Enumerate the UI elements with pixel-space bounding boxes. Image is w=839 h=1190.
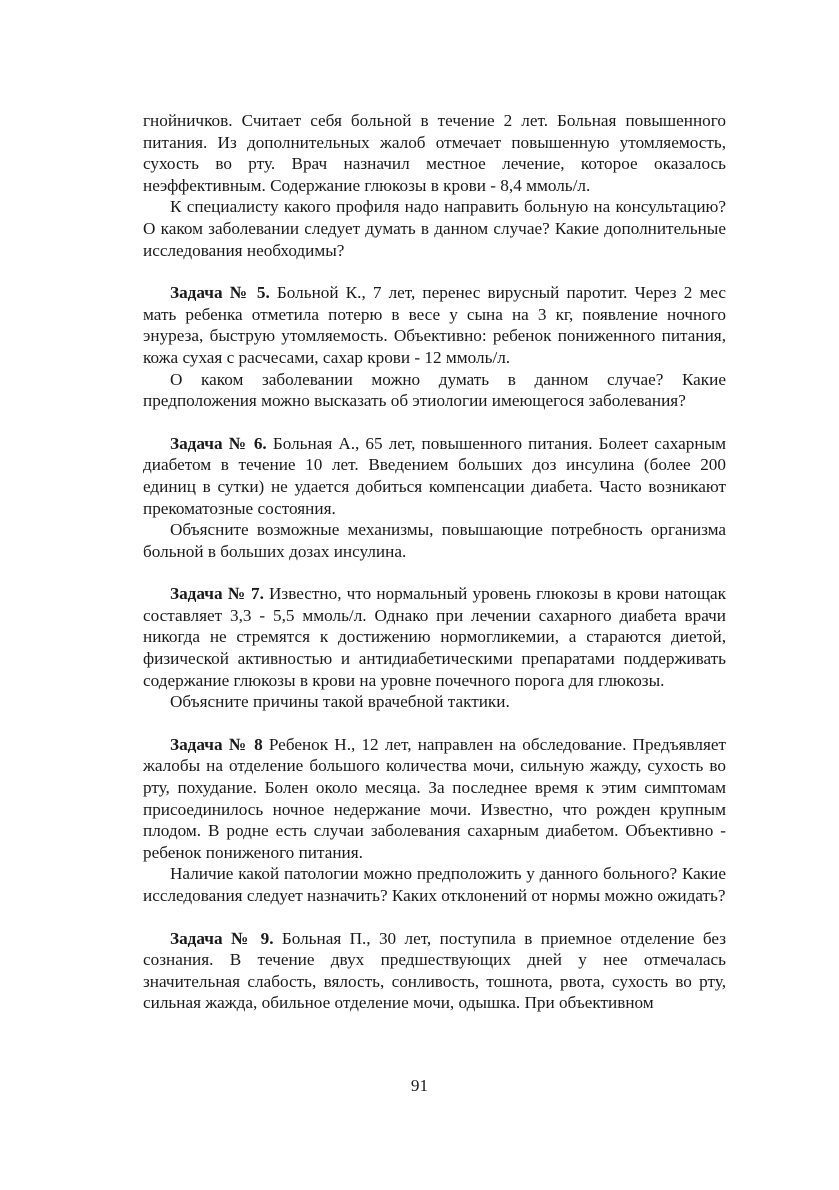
task-text: Больной К., 7 лет, перенес вирусный паротит. Через 2 мес мать ребенка отметила потерю в весе у сына на 3 кг, появление ночного энуреза, быструю утомляемость. Объективно: ребенок пониженного питания, кожа сухая с расчесами, сахар крови - 12 ммоль/л. xyxy=(143,283,727,367)
page-number: 91 xyxy=(410,1076,429,1095)
task-8 xyxy=(143,734,726,907)
task-question: О каком заболевании можно думать в данном случае? Какие предположения можно высказать об этиологии имеющегося заболевания? xyxy=(143,369,726,411)
intro-paragraph: гнойничков. Считает себя больной в течение 2 лет. Больная повышенного питания. Из дополнительных жалоб отмечает повышенную утомляемость, сухость во рту. Врач назначил местное лечение, которое оказалось неэффективным. Содержание глюкозы в крови - 8,4 ммоль/л. xyxy=(143,111,726,195)
task-text: Ребенок Н., 12 лет, направлен на обследование. Предъявляет жалобы на отделение большого количества мочи, сильную жажду, сухость во рту, похудание. Болен около месяца. За последнее время к этим симптомам присоединилось ночное недержание мочи. Известно, что рожден крупным плодом. В родне есть случаи заболевания сахарным диабетом. Объективно - ребенок пониженого питания. xyxy=(143,734,726,862)
task-6 xyxy=(143,433,726,563)
task-text: Больная А., 65 лет, повышенного питания. Болеет сахарным диабетом в течение 10 лет. Введением больших доз инсулина (более 200 единиц в сутки) не удается добиться компенсации диабета. Часто возникают прекоматозные состояния. xyxy=(143,433,726,518)
task-title: Задача № 9. xyxy=(170,928,274,948)
task-9 xyxy=(143,928,726,1014)
task-7 xyxy=(143,583,726,713)
task-question: Объясните причины такой врачебной тактики. xyxy=(170,692,510,712)
task-title: Задача № 7. xyxy=(170,584,264,604)
task-question: Объясните возможные механизмы, повышающие потребность организма больной в больших дозах инсулина. xyxy=(143,520,726,561)
task-text: Больная П., 30 лет, поступила в приемное отделение без сознания. В течение двух предшествующих дней у нее отмечалась значительная слабость, вялость, сонливость, тошнота, рвота, сухость во рту, сильная жажда, обильное отделение мочи, одышка. При объективном xyxy=(143,928,726,1013)
page-body xyxy=(143,110,726,1014)
task-title: Задача № 8 xyxy=(170,734,263,754)
task-title: Задача № 6. xyxy=(170,433,267,453)
task-5 xyxy=(143,282,726,412)
task-text: Известно, что нормальный уровень глюкозы в крови натощак составляет 3,3 - 5,5 ммоль/л. Однако при лечении сахарного диабета врачи никогда не стремятся к достижению нормогликемии, а стараются диетой, физической активностью и антидиабетическими препаратами поддерживать содержание глюкозы в крови на уровне почечного порога для глюкозы. xyxy=(143,584,727,690)
intro-question: К специалисту какого профиля надо направить больную на консультацию? О каком заболевании следует думать в данном случае? Какие дополнительные исследования необходимы? xyxy=(143,197,726,260)
task-title: Задача № 5. xyxy=(170,283,270,303)
task-question: Наличие какой патологии можно предположить у данного больного? Какие исследования следует назначить? Каких отклонений от нормы можно ожидать? xyxy=(143,864,726,905)
